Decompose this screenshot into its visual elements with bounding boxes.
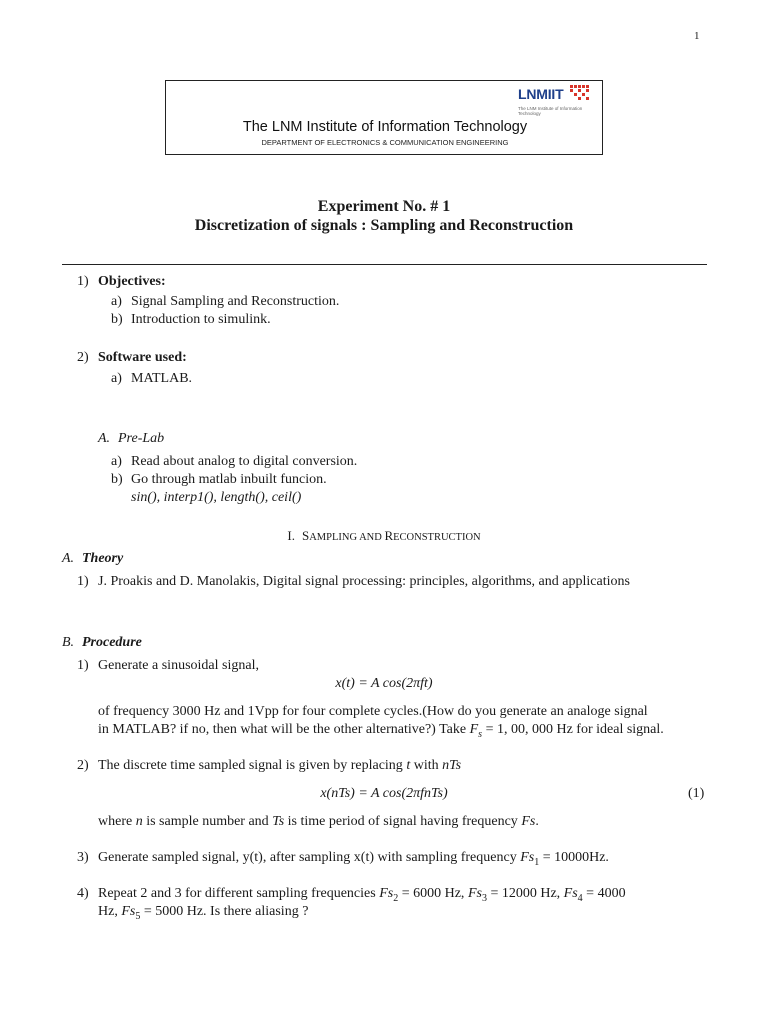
experiment-number: Experiment No. # 1 xyxy=(317,198,451,215)
objectives-heading: Objectives: xyxy=(98,274,166,289)
software-heading: Software used: xyxy=(98,350,187,365)
step-marker: 1) xyxy=(77,658,89,673)
list-item: MATLAB. xyxy=(131,371,193,386)
theory-heading: Theory xyxy=(82,551,124,566)
institute-header xyxy=(165,80,603,155)
logo: LNMIIT xyxy=(518,86,564,102)
department-name: DEPARTMENT OF ELECTRONICS & COMMUNICATION ENGINEERING xyxy=(261,138,509,147)
objectives-number: 1) xyxy=(77,274,89,289)
list-marker: b) xyxy=(111,312,123,327)
procedure-heading: Procedure xyxy=(82,635,142,650)
matlab-functions: sin(), interp1(), length(), ceil() xyxy=(131,490,302,505)
equation-number: (1) xyxy=(688,786,705,801)
step-text: Generate sampled signal, y(t), after sampling x(t) with sampling frequency $Fs_1 = 10000Hz$. xyxy=(98,850,609,868)
title-divider xyxy=(62,264,707,265)
software-number: 2) xyxy=(77,350,89,365)
experiment-title: Discretization of signals : Sampling and Reconstruction xyxy=(194,217,574,234)
list-marker: a) xyxy=(111,454,122,469)
list-item: Introduction to simulink. xyxy=(131,312,271,327)
institute-name: The LNM Institute of Information Technology xyxy=(242,119,528,135)
logo-grid-icon xyxy=(570,85,590,101)
list-marker: 1) xyxy=(77,574,89,589)
prelab-heading: Pre-Lab xyxy=(118,431,165,446)
step-paragraph: of frequency 3000 Hz and 1Vpp for four complete cycles.(How do you generate an analoge signal xyxy=(98,704,648,719)
list-marker: b) xyxy=(111,472,123,487)
reference-item: J. Proakis and D. Manolakis, Digital signal processing: principles, algorithms, and applications xyxy=(98,574,630,589)
list-marker: a) xyxy=(111,294,122,309)
step-paragraph: where n is sample number and Ts is time period of signal having frequency Fs. xyxy=(98,814,539,829)
step-paragraph: in MATLAB? if no, then what will be the other alternative?) Take $F_s = 1$, 00, 000 Hz for ideal signal. xyxy=(98,722,664,740)
equation-sampled: x(nTs) = A cos(2πfnTs) xyxy=(320,786,448,801)
list-item: Read about analog to digital conversion. xyxy=(131,454,358,469)
step-marker: 4) xyxy=(77,886,89,901)
step-text: Generate a sinusoidal signal, xyxy=(98,658,259,673)
step-marker: 3) xyxy=(77,850,89,865)
step-text: Repeat 2 and 3 for different sampling frequencies $Fs_2 = 6000$ Hz, $Fs_3 = 12000$ Hz, $Fs_4 = 4000$ xyxy=(98,886,626,904)
step-marker: 2) xyxy=(77,758,89,773)
list-item: Go through matlab inbuilt funcion. xyxy=(131,472,327,487)
procedure-label: B. xyxy=(62,635,75,650)
logo-subtext: The LNM Institute of Information Technology xyxy=(518,106,583,116)
list-marker: a) xyxy=(111,371,122,386)
equation-signal: x(t) = A cos(2πft) xyxy=(335,676,433,691)
prelab-label: A. xyxy=(98,431,111,446)
section-heading: I. SAMPLING AND RECONSTRUCTION xyxy=(287,528,481,543)
list-item: Signal Sampling and Reconstruction. xyxy=(131,294,340,309)
step-text: Hz, $Fs_5 = 5000$ Hz. Is there aliasing ? xyxy=(98,904,309,922)
page-number: 1 xyxy=(694,30,700,42)
theory-label: A. xyxy=(62,551,75,566)
step-text: The discrete time sampled signal is given by replacing t with nTs xyxy=(98,758,462,773)
